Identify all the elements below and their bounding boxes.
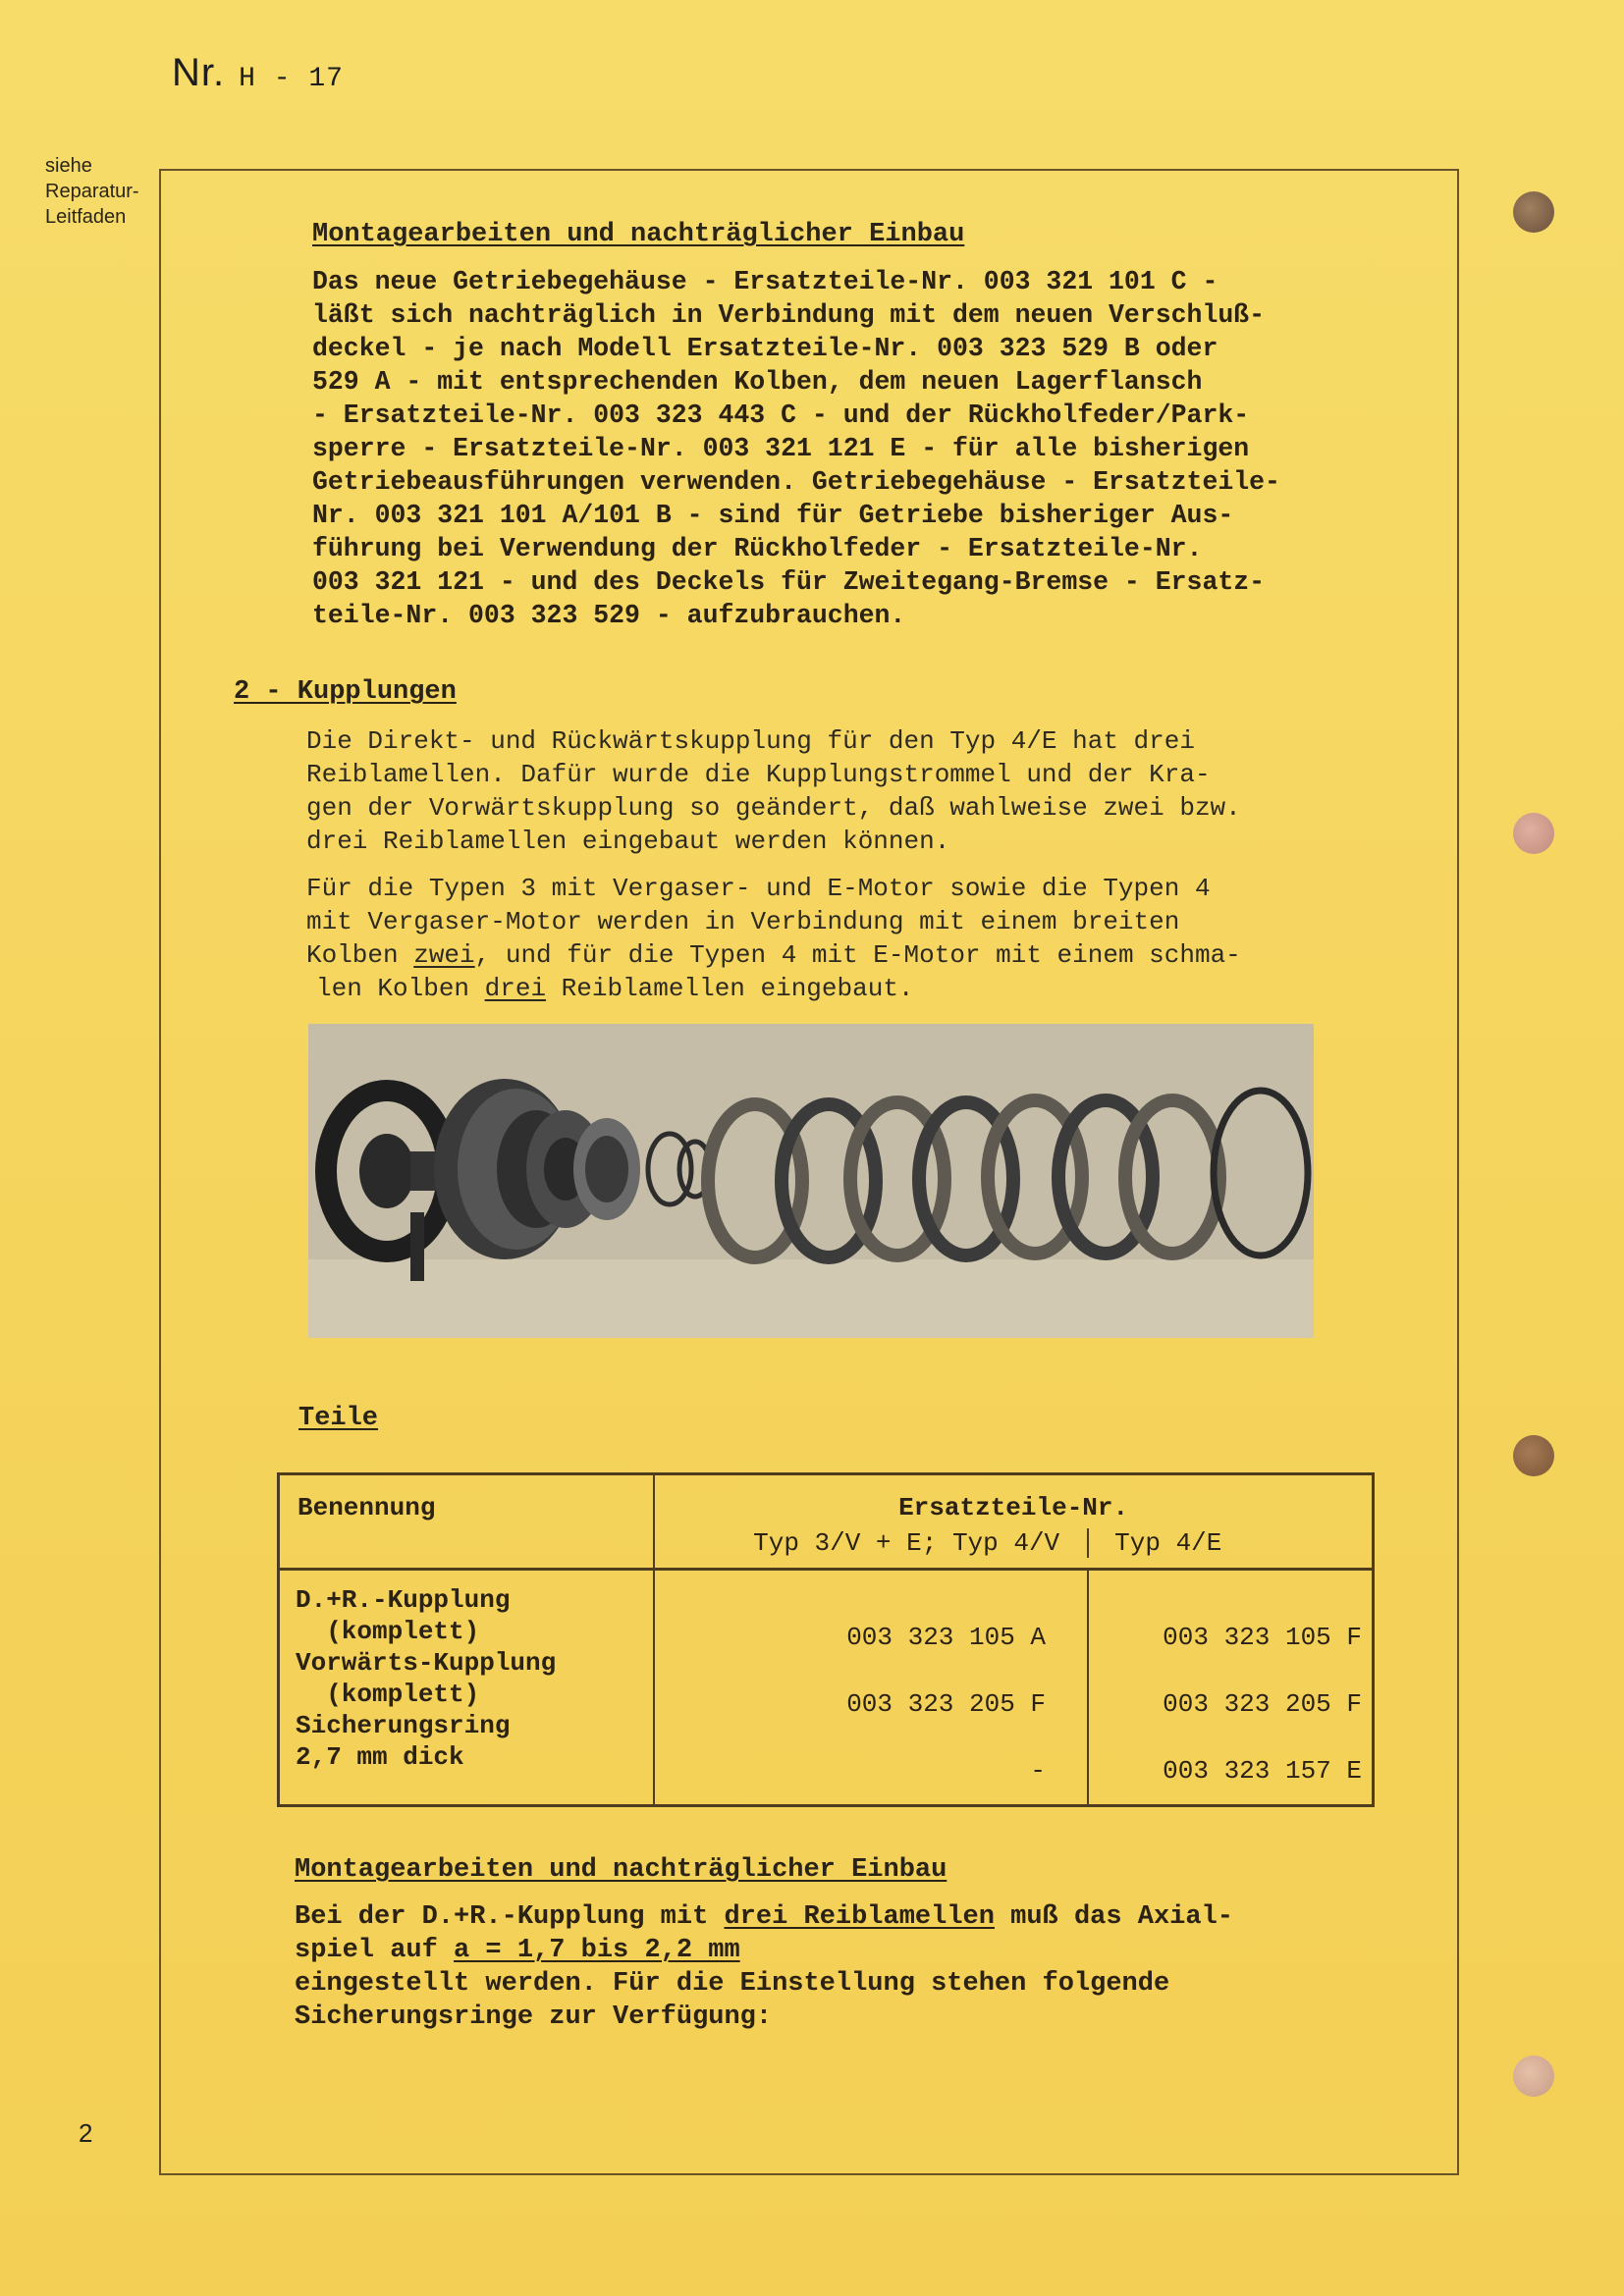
text-line <box>306 938 1241 972</box>
part-name-line: Sicherungsring <box>296 1711 511 1740</box>
text-line: 529 A - mit entsprechenden Kolben, dem neuen Lagerflansch <box>312 367 1203 397</box>
nr-code: H - 17 <box>239 64 344 94</box>
section-montage-2 <box>295 1855 947 1885</box>
section-montage-1 <box>312 220 964 249</box>
section-montage-1-body <box>312 265 1280 632</box>
text-line: eingestellt werden. Für die Einstellung stehen folgende <box>295 1969 1170 1999</box>
part-number: 003 323 205 F <box>1163 1689 1362 1719</box>
text-line <box>295 1934 1233 1967</box>
text-line <box>295 1900 1233 1934</box>
text-span: spiel auf <box>295 1936 455 1965</box>
part-name-line: 2,7 mm dick <box>296 1742 464 1772</box>
section-kupplungen <box>234 677 457 707</box>
punch-hole <box>1513 1435 1554 1476</box>
section-heading: Teile <box>298 1404 379 1433</box>
parts-table <box>277 1472 1375 1807</box>
part-name-line: Vorwärts-Kupplung <box>296 1648 557 1678</box>
text-line: drei Reiblamellen eingebaut werden können. <box>306 827 950 856</box>
punch-hole <box>1513 191 1554 233</box>
text-line: Nr. 003 321 101 A/101 B - sind für Getriebe bisheriger Aus- <box>312 501 1234 530</box>
part-numbers-typ-a <box>655 1571 1087 1804</box>
kupplungen-paragraph-2 <box>306 872 1241 1005</box>
part-number: - <box>1030 1756 1047 1786</box>
text-line: mit Vergaser-Motor werden in Verbindung mit einem breiten <box>306 907 1180 936</box>
text-line <box>306 972 1241 1005</box>
part-name-line: D.+R.-Kupplung <box>296 1585 511 1615</box>
column-header-typ-a: Typ 3/V + E; Typ 4/V <box>753 1528 1060 1558</box>
part-number: 003 323 205 F <box>846 1689 1047 1719</box>
header-cell <box>279 1474 655 1570</box>
text-span: , und für die Typen 4 mit E-Motor mit einem schma- <box>474 940 1241 970</box>
underlined-text: zwei <box>413 940 475 970</box>
text-line: läßt sich nachträglich in Verbindung mit dem neuen Verschluß- <box>312 300 1266 330</box>
punch-hole <box>1513 813 1554 854</box>
text-line: Die Direkt- und Rückwärtskupplung für den Typ 4/E hat drei <box>306 726 1195 756</box>
column-header-ersatzteile: Ersatzteile-Nr. <box>898 1493 1129 1522</box>
text-span: muß das Axial- <box>994 1902 1233 1932</box>
part-number: 003 323 105 A <box>846 1623 1047 1652</box>
part-numbers-typ-b <box>1089 1571 1372 1804</box>
underlined-text: drei <box>484 974 547 1003</box>
column-header-benennung: Benennung <box>298 1493 436 1522</box>
column-subheaders <box>655 1528 1372 1558</box>
text-line: Sicherungsringe zur Verfügung: <box>295 2002 773 2032</box>
part-name-line: (komplett) <box>296 1617 480 1646</box>
text-line: Reiblamellen. Dafür wurde die Kupplungstrommel und der Kra- <box>306 760 1211 789</box>
table-cell <box>1088 1570 1373 1806</box>
text-span: len Kolben <box>316 974 485 1003</box>
part-number: 003 323 105 F <box>1163 1623 1362 1652</box>
header-cell <box>654 1474 1373 1570</box>
section-heading: Montagearbeiten und nachträglicher Einbau <box>295 1855 947 1885</box>
text-line: deckel - je nach Modell Ersatzteile-Nr. 003 323 529 B oder <box>312 334 1218 363</box>
text-line: Getriebeausführungen verwenden. Getriebegehäuse - Ersatzteile- <box>312 467 1280 497</box>
side-note-line: Leitfaden <box>45 206 127 228</box>
table-row <box>279 1570 1374 1806</box>
text-line: - Ersatzteile-Nr. 003 323 443 C - und der Rückholfeder/Park- <box>312 400 1250 430</box>
text-line: Das neue Getriebegehäuse - Ersatzteile-Nr. 003 321 101 C - <box>312 267 1218 296</box>
text-line: 003 321 121 - und des Deckels für Zweitegang-Bremse - Ersatz- <box>312 567 1266 597</box>
side-note <box>45 153 139 230</box>
text-line: teile-Nr. 003 323 529 - aufzubrauchen. <box>312 601 906 630</box>
text-line: gen der Vorwärtskupplung so geändert, daß wahlweise zwei bzw. <box>306 793 1241 823</box>
part-number: 003 323 157 E <box>1163 1756 1362 1786</box>
part-names <box>280 1571 653 1773</box>
text-line: sperre - Ersatzteile-Nr. 003 321 121 E - für alle bisherigen <box>312 434 1250 463</box>
text-span: Reiblamellen eingebaut. <box>546 974 914 1003</box>
clutch-parts-photo <box>308 1024 1314 1338</box>
column-header-typ-b: Typ 4/E <box>1087 1528 1370 1558</box>
table-cell <box>279 1570 655 1806</box>
text-line: Für die Typen 3 mit Vergaser- und E-Motor sowie die Typen 4 <box>306 874 1211 903</box>
page-number: 2 <box>79 2118 93 2148</box>
underlined-text: a = 1,7 bis 2,2 mm <box>454 1936 740 1965</box>
kupplungen-paragraph-1 <box>306 724 1241 858</box>
nr-label: Nr. <box>172 51 226 94</box>
section-montage-2-body <box>295 1900 1233 2034</box>
underlined-text: drei Reiblamellen <box>724 1902 995 1932</box>
text-span: Kolben <box>306 940 414 970</box>
punch-hole <box>1513 2056 1554 2097</box>
table-header-row <box>279 1474 1374 1570</box>
table-cell <box>654 1570 1088 1806</box>
parts-section <box>298 1404 378 1433</box>
part-name-line: (komplett) <box>296 1680 480 1709</box>
text-line: führung bei Verwendung der Rückholfeder - Ersatzteile-Nr. <box>312 534 1203 563</box>
section-heading: 2 - Kupplungen <box>234 677 457 707</box>
document-number <box>172 51 344 95</box>
side-note-line: Reparatur- <box>45 181 139 202</box>
side-note-line: siehe <box>45 155 92 177</box>
text-span: Bei der D.+R.-Kupplung mit <box>295 1902 725 1932</box>
section-heading: Montagearbeiten und nachträglicher Einbau <box>312 220 965 249</box>
